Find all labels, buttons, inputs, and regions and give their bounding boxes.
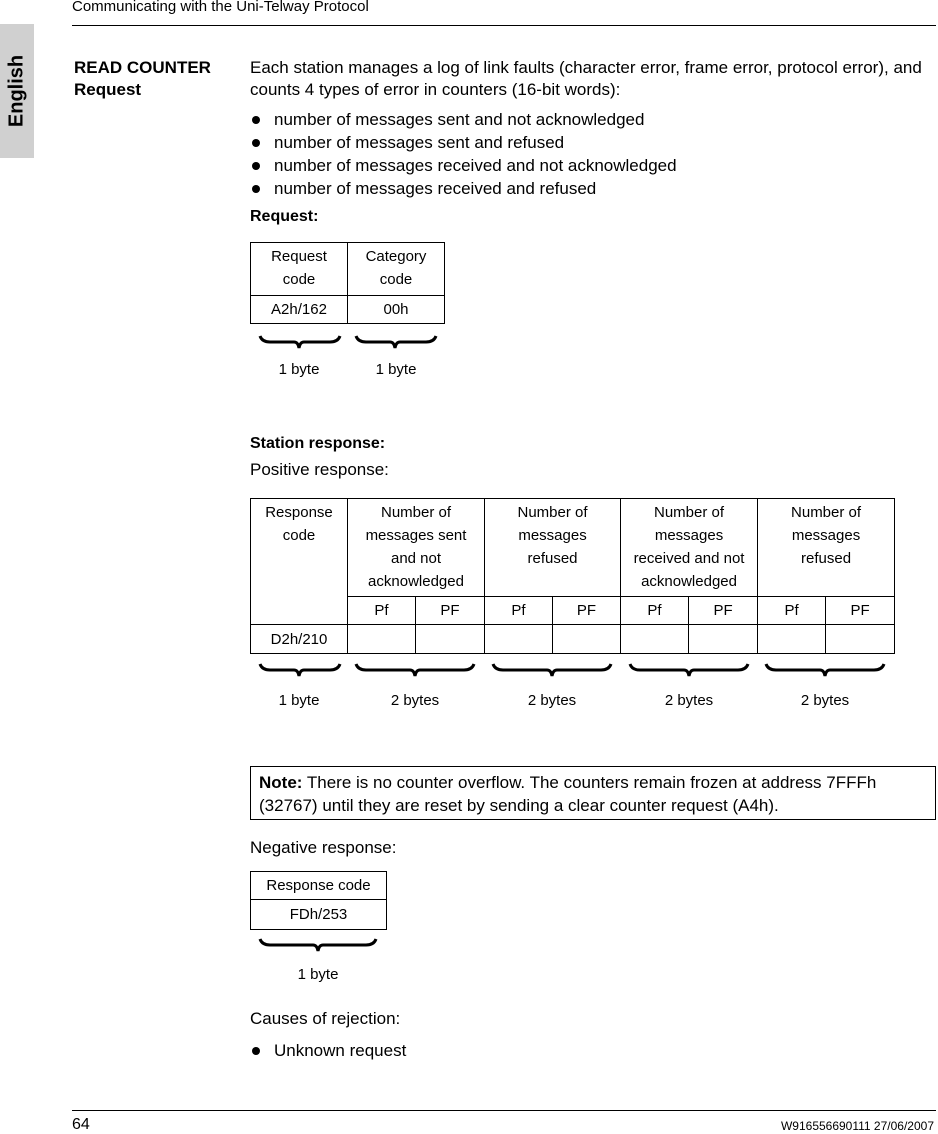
byte-size-label: 2 bytes bbox=[527, 692, 577, 709]
section-title-line1: READ COUNTER bbox=[74, 58, 211, 77]
byte-order-cell: PF bbox=[826, 597, 895, 625]
byte-order-cell: Pf bbox=[758, 597, 826, 625]
request-code-value: A2h/162 bbox=[251, 296, 348, 324]
response-byte-braces bbox=[250, 660, 900, 682]
positive-response-table bbox=[250, 498, 895, 654]
negative-response-code-header: Response code bbox=[251, 872, 387, 900]
station-response-label: Station response: bbox=[250, 435, 386, 452]
response-code-header: Response code bbox=[251, 499, 348, 625]
note-text: There is no counter overflow. The counters remain frozen at address 7FFFh (32767) until they are reset by sending a clear counter request (A4h). bbox=[259, 773, 877, 815]
intro-paragraph: Each station manages a log of link faults (character error, frame error, protocol error), and counts 4 types of error in counters (16-bit words): bbox=[250, 58, 922, 99]
language-tab bbox=[0, 24, 34, 158]
request-code-header: Request code bbox=[251, 243, 348, 296]
empty-cell bbox=[348, 625, 416, 654]
section-title-line2: Request bbox=[74, 80, 142, 99]
error-counter-list bbox=[250, 108, 677, 200]
document-reference: W916556690111 27/06/2007 bbox=[780, 1119, 934, 1133]
negative-response-label: Negative response: bbox=[250, 838, 397, 857]
section-title bbox=[74, 57, 211, 101]
positive-response-label: Positive response: bbox=[250, 460, 389, 479]
request-label: Request: bbox=[250, 208, 319, 225]
note-label: Note: bbox=[259, 773, 303, 792]
list-item: number of messages sent and refused bbox=[250, 131, 677, 154]
empty-cell bbox=[621, 625, 689, 654]
byte-size-label: 1 byte bbox=[278, 692, 320, 709]
brace bbox=[493, 664, 611, 676]
received-not-ack-header: Number of messages received and not acknowledged bbox=[621, 499, 758, 597]
language-tab-label: English bbox=[5, 54, 28, 128]
request-byte-braces bbox=[250, 332, 450, 354]
list-item: number of messages received and refused bbox=[250, 177, 677, 200]
negative-byte-brace bbox=[250, 935, 390, 957]
empty-cell bbox=[485, 625, 553, 654]
byte-size-label: 2 bytes bbox=[390, 692, 440, 709]
empty-cell bbox=[826, 625, 895, 654]
brace bbox=[356, 336, 436, 348]
brace bbox=[260, 939, 376, 951]
brace bbox=[260, 664, 340, 676]
empty-cell bbox=[553, 625, 621, 654]
brace bbox=[260, 336, 340, 348]
byte-size-label: 1 byte bbox=[375, 361, 417, 378]
byte-order-cell: PF bbox=[553, 597, 621, 625]
byte-order-cell: Pf bbox=[485, 597, 553, 625]
note-box bbox=[250, 766, 936, 820]
empty-cell bbox=[416, 625, 485, 654]
list-item: Unknown request bbox=[250, 1039, 406, 1062]
byte-order-cell: Pf bbox=[348, 597, 416, 625]
byte-size-label: 2 bytes bbox=[800, 692, 850, 709]
category-code-value: 00h bbox=[348, 296, 445, 324]
sent-not-ack-header: Number of messages sent and not acknowledged bbox=[348, 499, 485, 597]
received-refused-header: Number of messages refused bbox=[758, 499, 895, 597]
byte-size-label: 1 byte bbox=[297, 966, 339, 983]
negative-response-code-value: FDh/253 bbox=[251, 900, 387, 930]
empty-cell bbox=[689, 625, 758, 654]
rejection-list bbox=[250, 1039, 406, 1062]
brace bbox=[766, 664, 884, 676]
list-item: number of messages sent and not acknowledged bbox=[250, 108, 677, 131]
category-code-header: Category code bbox=[348, 243, 445, 296]
sent-refused-header: Number of messages refused bbox=[485, 499, 621, 597]
header-divider bbox=[72, 25, 936, 26]
negative-response-table bbox=[250, 871, 387, 930]
request-frame-table bbox=[250, 242, 445, 324]
response-code-value: D2h/210 bbox=[251, 625, 348, 654]
brace bbox=[630, 664, 748, 676]
running-header: Communicating with the Uni-Telway Protocol bbox=[72, 0, 369, 15]
rejection-label: Causes of rejection: bbox=[250, 1009, 401, 1028]
byte-order-cell: PF bbox=[689, 597, 758, 625]
page-number: 64 bbox=[72, 1116, 90, 1133]
empty-cell bbox=[758, 625, 826, 654]
byte-order-cell: PF bbox=[416, 597, 485, 625]
list-item: number of messages received and not acknowledged bbox=[250, 154, 677, 177]
byte-size-label: 2 bytes bbox=[664, 692, 714, 709]
byte-size-label: 1 byte bbox=[278, 361, 320, 378]
byte-order-cell: Pf bbox=[621, 597, 689, 625]
brace bbox=[356, 664, 474, 676]
footer-divider bbox=[72, 1110, 936, 1111]
